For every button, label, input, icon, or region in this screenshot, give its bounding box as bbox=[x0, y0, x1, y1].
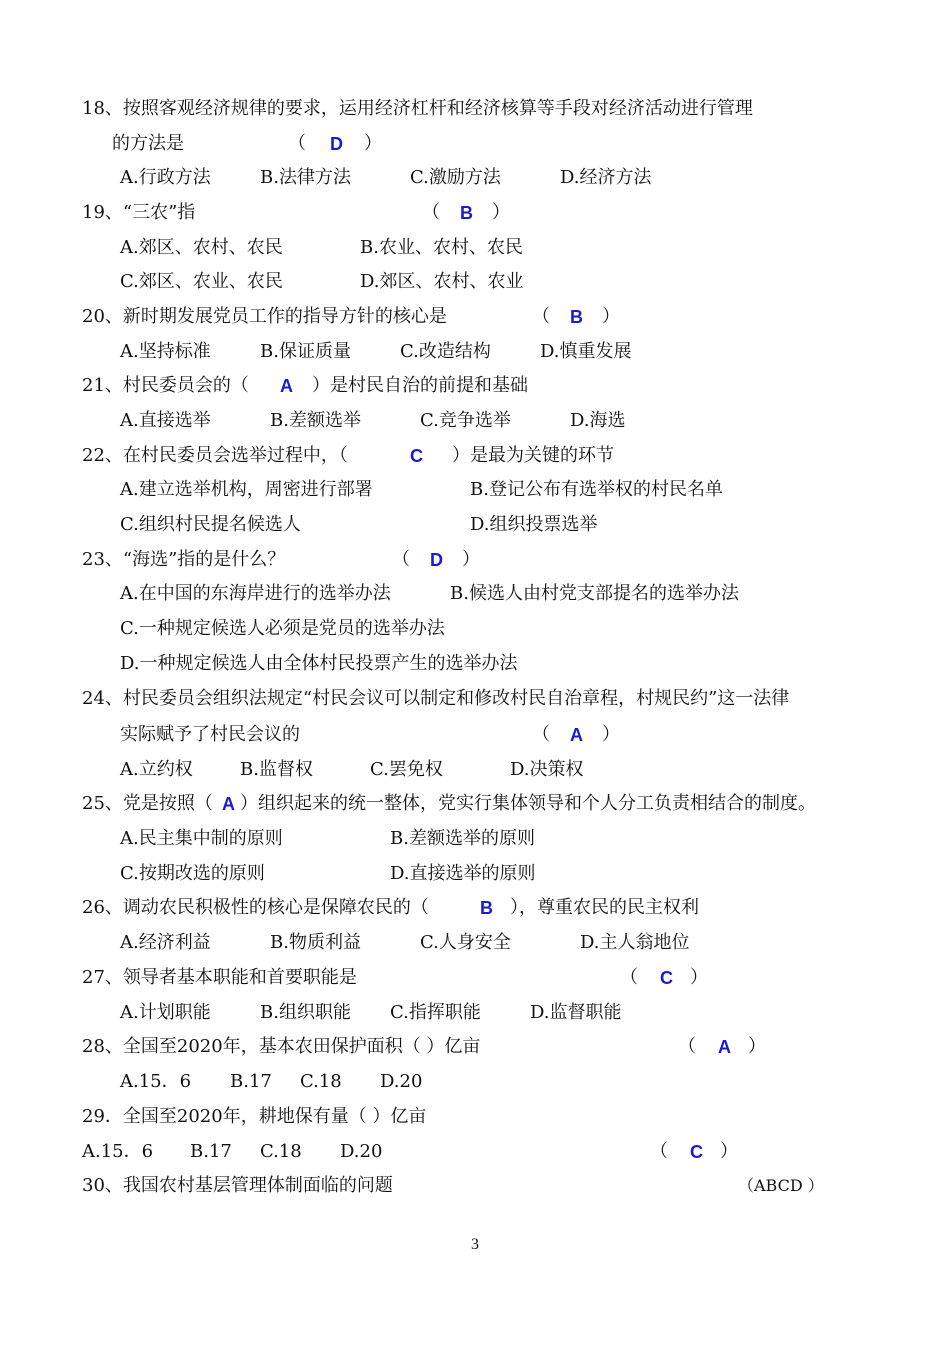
q23-close-paren: ） bbox=[462, 549, 480, 570]
q25-stem-before: 25、党是按照（ bbox=[82, 793, 213, 814]
q19-close-paren: ） bbox=[492, 202, 510, 223]
q21-option-b: B.差额选举 bbox=[270, 410, 361, 431]
q18-option-b: B.法律方法 bbox=[260, 167, 351, 188]
page-number: 3 bbox=[471, 1236, 479, 1253]
q26-option-d: D.主人翁地位 bbox=[580, 932, 690, 953]
q27-answer: C bbox=[660, 968, 673, 988]
q29-open-paren: （ bbox=[650, 1141, 668, 1162]
q19-stem: 19、“三农”指 bbox=[82, 202, 196, 223]
q29-close-paren: ） bbox=[720, 1141, 738, 1162]
q19-option-c: C.郊区、农业、农民 bbox=[120, 271, 283, 292]
q21-stem-after: ）是村民自治的前提和基础 bbox=[312, 375, 528, 396]
q25-stem-after: ）组织起来的统一整体，党实行集体领导和个人分工负责相结合的制度。 bbox=[240, 793, 816, 814]
q24-option-a: A.立约权 bbox=[120, 759, 193, 780]
q26-answer: B bbox=[480, 898, 493, 918]
q20-close-paren: ） bbox=[602, 306, 620, 327]
q28-option-c: C.18 bbox=[300, 1071, 342, 1092]
q26-stem-before: 26、调动农民积极性的核心是保障农民的（ bbox=[82, 897, 429, 918]
q18-option-d: D.经济方法 bbox=[560, 167, 652, 188]
q22-stem-after: ）是最为关键的环节 bbox=[452, 445, 614, 466]
q25-option-b: B.差额选举的原则 bbox=[390, 828, 535, 849]
q18-open-paren: （ bbox=[288, 133, 306, 154]
q21-option-a: A.直接选举 bbox=[120, 410, 211, 431]
q18-stem-line2: 的方法是 bbox=[112, 133, 184, 154]
q18-option-c: C.激励方法 bbox=[410, 167, 501, 188]
q26-stem-after: ），尊重农民的民主权利 bbox=[510, 897, 699, 918]
q20-option-d: D.慎重发展 bbox=[540, 341, 632, 362]
q28-option-b: B.17 bbox=[230, 1071, 272, 1092]
q23-option-b: B.候选人由村党支部提名的选举办法 bbox=[450, 583, 739, 604]
q22-option-a: A.建立选举机构，周密进行部署 bbox=[120, 479, 373, 500]
q18-close-paren: ） bbox=[364, 133, 382, 154]
q23-option-c: C.一种规定候选人必须是党员的选举办法 bbox=[120, 618, 445, 639]
q21-option-d: D.海选 bbox=[570, 410, 626, 431]
q28-stem: 28、全国至2020年，基本农田保护面积（ ）亿亩 bbox=[82, 1036, 481, 1057]
q27-option-b: B.组织职能 bbox=[260, 1002, 351, 1023]
q24-option-b: B.监督权 bbox=[240, 759, 313, 780]
q25-option-d: D.直接选举的原则 bbox=[390, 863, 536, 884]
q28-option-d: D.20 bbox=[380, 1071, 423, 1092]
q29-option-a: A.15．6 bbox=[82, 1141, 154, 1162]
q20-stem: 20、新时期发展党员工作的指导方针的核心是 bbox=[82, 306, 447, 327]
q25-option-c: C.按期改选的原则 bbox=[120, 863, 265, 884]
q23-stem: 23、“海选”指的是什么？ bbox=[82, 549, 286, 570]
q24-open-paren: （ bbox=[532, 724, 550, 745]
q22-option-c: C.组织村民提名候选人 bbox=[120, 514, 301, 535]
q25-answer: A bbox=[222, 794, 235, 814]
q22-option-b: B.登记公布有选举权的村民名单 bbox=[470, 479, 723, 500]
q27-open-paren: （ bbox=[620, 967, 638, 988]
q30-stem: 30、我国农村基层管理体制面临的问题 bbox=[82, 1175, 393, 1196]
q18-stem-line1: 18、按照客观经济规律的要求，运用经济杠杆和经济核算等手段对经济活动进行管理 bbox=[82, 98, 753, 119]
q24-option-c: C.罢免权 bbox=[370, 759, 443, 780]
q19-option-a: A.郊区、农村、农民 bbox=[120, 237, 283, 258]
q24-stem-line1: 24、村民委员会组织法规定“村民会议可以制定和修改村民自治章程，村规民约”这一法律 bbox=[82, 688, 790, 709]
q20-answer: B bbox=[570, 307, 583, 327]
q26-option-a: A.经济利益 bbox=[120, 932, 211, 953]
q20-open-paren: （ bbox=[532, 306, 550, 327]
q26-option-c: C.人身安全 bbox=[420, 932, 511, 953]
q20-option-c: C.改造结构 bbox=[400, 341, 491, 362]
q21-option-c: C.竞争选举 bbox=[420, 410, 511, 431]
q28-close-paren: ） bbox=[748, 1036, 766, 1057]
q19-answer: B bbox=[460, 203, 473, 223]
q20-option-a: A.坚持标准 bbox=[120, 341, 211, 362]
q24-stem-line2: 实际赋予了村民会议的 bbox=[120, 724, 300, 745]
q20-option-b: B.保证质量 bbox=[260, 341, 351, 362]
q29-option-b: B.17 bbox=[190, 1141, 232, 1162]
q27-option-d: D.监督职能 bbox=[530, 1002, 622, 1023]
q21-answer: A bbox=[280, 376, 293, 396]
q27-option-c: C.指挥职能 bbox=[390, 1002, 481, 1023]
q23-option-a: A.在中国的东海岸进行的选举办法 bbox=[120, 583, 391, 604]
q19-option-d: D.郊区、农村、农业 bbox=[360, 271, 524, 292]
q28-answer: A bbox=[718, 1037, 731, 1057]
q27-option-a: A.计划职能 bbox=[120, 1002, 211, 1023]
q27-close-paren: ） bbox=[690, 967, 708, 988]
q29-stem: 29．全国至2020年，耕地保有量（ ）亿亩 bbox=[82, 1106, 427, 1127]
q22-option-d: D.组织投票选举 bbox=[470, 514, 598, 535]
q23-answer: D bbox=[430, 550, 443, 570]
q29-option-c: C.18 bbox=[260, 1141, 302, 1162]
q19-option-b: B.农业、农村、农民 bbox=[360, 237, 523, 258]
q26-option-b: B.物质利益 bbox=[270, 932, 361, 953]
q21-stem-before: 21、村民委员会的（ bbox=[82, 375, 249, 396]
q23-option-d: D.一种规定候选人由全体村民投票产生的选举办法 bbox=[120, 653, 518, 674]
q28-open-paren: （ bbox=[678, 1036, 696, 1057]
q18-answer: D bbox=[330, 134, 343, 154]
q30-answer: （ABCD ） bbox=[738, 1176, 824, 1195]
q28-option-a: A.15．6 bbox=[120, 1071, 192, 1092]
q22-answer: C bbox=[410, 446, 423, 466]
q24-close-paren: ） bbox=[602, 724, 620, 745]
q29-option-d: D.20 bbox=[340, 1141, 383, 1162]
q19-open-paren: （ bbox=[422, 202, 440, 223]
q22-stem-before: 22、在村民委员会选举过程中，（ bbox=[82, 445, 348, 466]
q25-option-a: A.民主集中制的原则 bbox=[120, 828, 283, 849]
q18-option-a: A.行政方法 bbox=[120, 167, 211, 188]
q24-answer: A bbox=[570, 725, 583, 745]
q24-option-d: D.决策权 bbox=[510, 759, 584, 780]
q29-answer: C bbox=[690, 1142, 703, 1162]
q27-stem: 27、领导者基本职能和首要职能是 bbox=[82, 967, 357, 988]
q23-open-paren: （ bbox=[392, 549, 410, 570]
